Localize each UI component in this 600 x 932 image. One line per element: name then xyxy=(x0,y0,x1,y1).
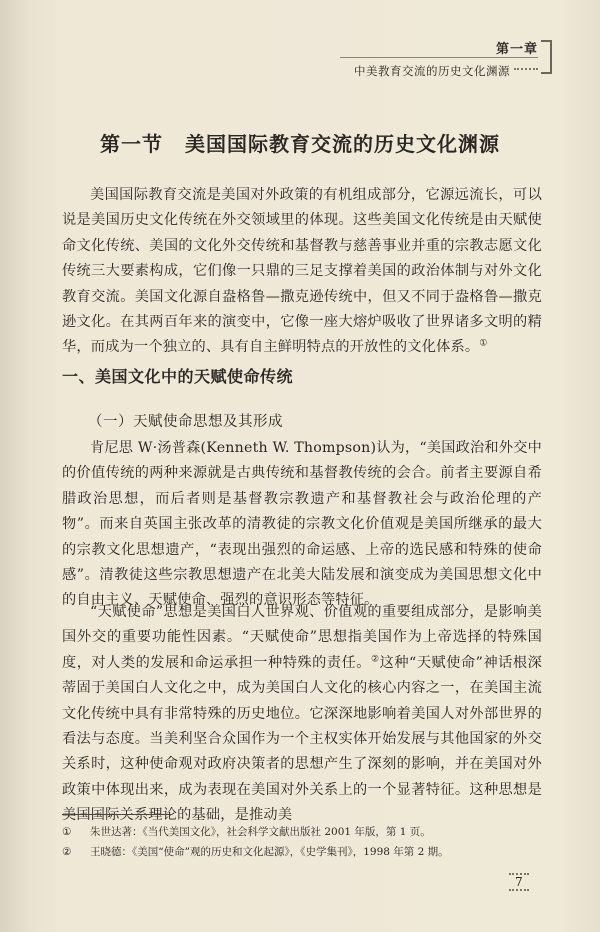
running-header-chapter: 第一章 xyxy=(495,42,538,57)
header-bracket-ornament xyxy=(541,40,552,74)
header-dots-ornament xyxy=(514,68,538,70)
running-header-subtitle: 中美教育交流的历史文化渊源 xyxy=(354,64,510,78)
sub-subsection-heading: （一）天赋使命思想及其形成 xyxy=(88,414,283,430)
paragraph-1-text: 美国国际教育交流是美国对外政策的有机组成部分，它源远流长，可以说是美国历史文化传统在外交领域里的体现。这些美国文化传统是由天赋使命文化传统、美国的文化外交传统和基督教与慈善事业并重的宗教志愿文化传统三大要素构成，它们像一只鼎的三足支撑着美国的政治体制与对外文化教育交流。美国文化源自盎格鲁—撒克逊传统中，但又不同于盎格鲁—撒克逊文化。在其两百年来的演变中，它像一座大熔炉吸收了世界诸多文明的精华，而成为一个独立的、具有自主鲜明特点的开放性的文化体系。 xyxy=(62,187,542,356)
footnote-mark: ② xyxy=(62,846,72,858)
page-number: 7 xyxy=(509,873,529,891)
footnote-text: 王晓德：《美国“使命”观的历史和文化起源》，《史学集刊》，1998 年第 2 期。 xyxy=(90,846,449,858)
footnote-ref-1: ① xyxy=(479,338,488,349)
footnote-ref-2: ② xyxy=(371,654,380,665)
section-title-text: 美国国际教育交流的历史文化渊源 xyxy=(185,132,500,156)
paragraph-2: 肯尼思 W·汤普森(Kenneth W. Thompson)认为，“美国政治和外交中的价值传统的两种来源就是古典传统和基督教传统的会合。前者主要源自希腊政治思想，而后者则是基督教宗教遗产和基督教社会与政治伦理的产物”。而来自英国主张改革的清教徒的宗教文化价值观是美国所继承的最大的宗教文化思想遗产，“表现出强烈的命运感、上帝的选民感和特殊的使命感”。清教徒这些宗教思想遗产在北美大陆发展和演变成为美国思想文化中的自由主义、天赋使命、强烈的意识形态等特征。 xyxy=(62,440,542,609)
header-rule xyxy=(340,57,538,58)
paragraph-3 xyxy=(62,600,542,829)
section-title xyxy=(0,128,600,157)
section-number: 第一节 xyxy=(100,132,163,156)
paragraph-1 xyxy=(62,183,542,361)
footnote-mark: ① xyxy=(62,826,72,838)
footnote-rule xyxy=(62,814,172,815)
footnote-item xyxy=(62,822,542,842)
paragraph-3-text-a: “天赋使命”思想是美国白人世界观、价值观的重要组成部分，是影响美国外交的重要功能性因素。“天赋使命”思想指美国作为上帝选择的特殊国度，对人类的发展和命运承担一种特殊的责任。 xyxy=(62,604,542,671)
subsection-heading: 一、美国文化中的天赋使命传统 xyxy=(62,367,294,386)
footnote-item xyxy=(62,842,542,862)
footnotes xyxy=(62,822,542,862)
footnote-text: 朱世达著：《当代美国文化》，社会科学文献出版社 2001 年版，第 1 页。 xyxy=(90,826,431,838)
paragraph-3-text-b: 这种“天赋使命”神话根深蒂固于美国白人文化之中，成为美国白人文化的核心内容之一，在美国主流文化传统中具有非常特殊的历史地位。它深深地影响着美国人对外部世界的看法与态度。当美利坚合众国作为一个主权实体开始发展与其他国家的外交关系时，这种使命观对政府决策者的思想产生了深刻的影响，并在美国对外政策中体现出来，成为表现在美国对外关系上的一个显著特征。这种思想是美国国际关系理论的基础，是推动美 xyxy=(62,654,542,824)
